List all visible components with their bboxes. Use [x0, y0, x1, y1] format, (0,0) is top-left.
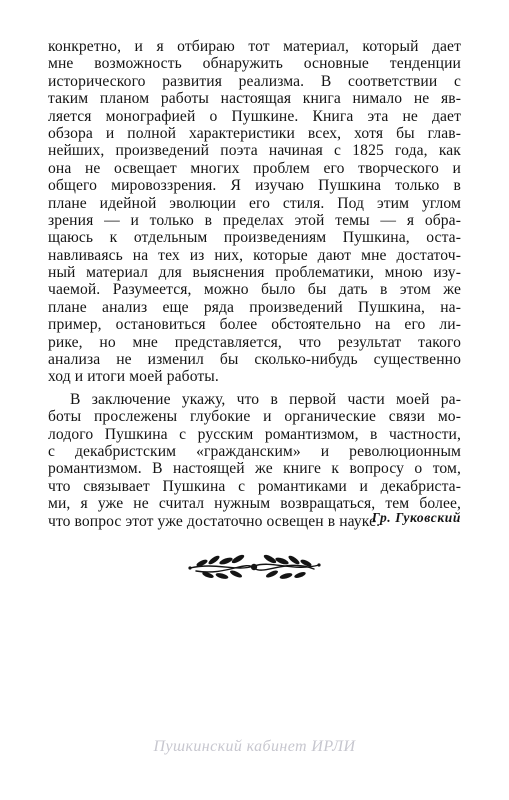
text-line: нейших, произведений поэта начиная с 1825 года, как [48, 142, 461, 160]
text-line: щаюсь к отдельным произведениям Пушкина, оста- [48, 229, 461, 247]
text-line: с декабристским «гражданским» и революционным [48, 442, 461, 460]
text-line: пример, остановиться более обстоятельно на его ли- [48, 316, 461, 334]
text-line: исторического развития реализма. В соответствии с [48, 72, 461, 90]
text-line: общего мировоззрения. Я изучаю Пушкина только в [48, 177, 461, 195]
text-line: боты прослежены глубокие и органические связи мо- [48, 408, 461, 426]
text-line: ный материал для выяснения проблематики, мною изу- [48, 264, 461, 282]
text-line: рике, но мне представляется, что результат такого [48, 333, 461, 351]
text-line: зрения — и только в пределах этой темы — я обра- [48, 211, 461, 229]
text-line: романтизмом. В настоящей же книге к вопросу о том, [48, 460, 461, 478]
text-line: что вопрос этот уже достаточно освещен в науке. [48, 512, 381, 530]
text-line: В заключение укажу, что в первой части моей ра- [70, 390, 461, 408]
text-line: ход и итоги моей работы. [48, 368, 219, 386]
paragraph-1 [48, 38, 461, 386]
text-line: анализа не изменил бы сколько-нибудь существенно [48, 351, 461, 369]
text-line: навливаясь на тех из них, которые дают мне достаточ- [48, 246, 461, 264]
author-signature: Гр. Гуковский [371, 510, 461, 525]
text-line: таким планом работы настоящая книга нимало не яв- [48, 90, 461, 108]
text-line: ляется монографией о Пушкине. Книга эта не дает [48, 107, 461, 125]
text-line: мне возможность обнаружить основные тенденции [48, 55, 461, 73]
text-line: плане идейной эволюции его стиля. Под этим углом [48, 194, 461, 212]
text-line: ми, я уже не считал нужным возвращаться, тем более, [48, 495, 461, 513]
text-line: чаемой. Разумеется, можно было бы дать в этом же [48, 281, 461, 299]
text-line: она не освещает многих проблем его творческого и [48, 159, 461, 177]
text-line: что связывает Пушкина с романтиками и декабриста- [48, 477, 461, 495]
laurel-branch-ornament-icon [186, 548, 323, 584]
text-line: конкретно, и я отбираю тот материал, который дает [48, 38, 461, 55]
text-line: плане анализ еще ряда произведений Пушкина, на- [48, 298, 461, 316]
text-line: лодого Пушкина с русским романтизмом, в частности, [48, 425, 461, 443]
page-body [48, 38, 461, 530]
watermark: Пушкинский кабинет ИРЛИ [153, 738, 356, 755]
text-line: обзора и полной характеристики всех, хотя бы глав- [48, 124, 461, 142]
